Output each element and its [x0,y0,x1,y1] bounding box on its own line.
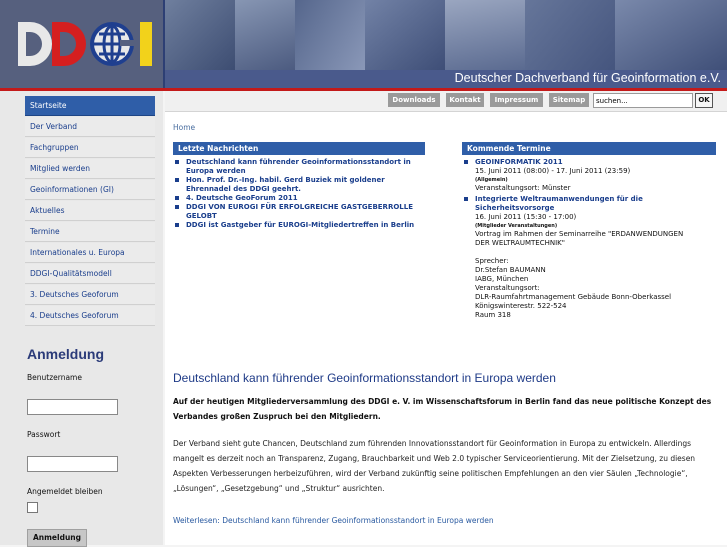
login-title: Anmeldung [27,346,104,362]
kontakt-button[interactable]: Kontakt [446,93,484,107]
news-item[interactable]: Deutschland kann führender Geoinformationsstandort in Europa werden [173,158,425,176]
event-room: Raum 318 [475,311,511,319]
event-description: DER WELTRAUMTECHNIK" [475,239,565,247]
sidebar-item-aktuelles[interactable]: Aktuelles [25,201,155,221]
news-item[interactable]: Hon. Prof. Dr.-Ing. habil. Gerd Buziek mit goldener Ehrennadel des DDGI geehrt. [173,176,425,194]
password-field[interactable] [27,456,118,472]
sidebar-item-qualitaetsmodell[interactable]: DDGI-Qualitätsmodell [25,264,155,284]
event-organisation: IABG, München [475,275,529,283]
event-date: 15. Juni 2011 (08:00) - 17. Juni 2011 (23:59) [475,167,631,175]
remember-label: Angemeldet bleiben [27,487,103,496]
event-venue-label: Veranstaltungsort: [475,284,540,292]
sidebar-item-der-verband[interactable]: Der Verband [25,117,155,137]
news-item[interactable]: 4. Deutsche GeoForum 2011 [173,194,425,203]
site-subtitle: Deutscher Dachverband für Geoinformation e.V. [454,71,721,85]
event-street: Königswinterestr. 522-524 [475,302,567,310]
password-label: Passwort [27,430,61,439]
event-date: 16. Juni 2011 (15:30 - 17:00) [475,213,577,221]
bullet-icon [464,160,468,164]
sidebar-item-3-geoforum[interactable]: 3. Deutsches Geoforum [25,285,155,305]
bullet-icon [175,223,179,227]
news-item[interactable]: DDGI VON EUROGI FÜR ERFOLGREICHE GASTGEBERROLLE GELOBT [173,203,425,221]
sidebar [0,91,163,545]
article-lead: Auf der heutigen Mitgliederversammlung des DDGI e. V. im Wissenschaftsforum in Berlin fand das neue politische Konzept des Verbandes großen Zuspruch bei den Mitgliedern. [173,397,712,421]
username-field[interactable] [27,399,118,415]
sidebar-item-fachgruppen[interactable]: Fachgruppen [25,138,155,158]
article-title[interactable]: Deutschland kann führender Geoinformationsstandort in Europa werden [173,371,556,385]
events-box-title: Kommende Termine [462,142,716,155]
impressum-button[interactable]: Impressum [490,93,543,107]
news-box-title: Letzte Nachrichten [173,142,425,155]
main-content [165,91,727,545]
event-title[interactable]: Integrierte Weltraumanwendungen für die Sicherheitsvorsorge [462,195,718,213]
sidebar-item-termine[interactable]: Termine [25,222,155,242]
remember-checkbox[interactable] [27,502,38,513]
header-photo-banner [165,0,727,70]
event-speaker-label: Sprecher: [475,257,509,265]
ddgi-logo[interactable] [0,0,163,88]
search-input[interactable] [593,93,693,108]
bullet-icon [464,197,468,201]
bullet-icon [175,205,179,209]
event-title[interactable]: GEOINFORMATIK 2011 [462,158,718,167]
bullet-icon [175,196,179,200]
top-toolbar [165,91,727,112]
events-list [462,158,718,320]
header [0,0,727,88]
sidebar-nav [25,96,155,327]
bullet-icon [175,178,179,182]
header-subtitle-bar [165,70,727,88]
event-location: Veranstaltungsort: Münster [475,184,571,192]
bullet-icon [175,160,179,164]
event-description: Vortrag im Rahmen der Seminarreihe "ERDANWENDUNGEN [475,230,684,238]
sidebar-item-mitglied-werden[interactable]: Mitglied werden [25,159,155,179]
search-ok-button[interactable]: OK [695,93,713,108]
event-category: (Mitglieder Veranstaltungen) [475,223,558,229]
event-venue: DLR-Raumfahrtmanagement Gebäude Bonn-Oberkassel [475,293,672,301]
article-body: Der Verband sieht gute Chancen, Deutschland zum führenden Innovationsstandort für Geoinformation in Europa zu entwickeln. Allerdings mangelt es derzeit noch an Transparenz, Zugang, Brauchbarkeit und Web 2.0 typischer Serviceorientierung. Mit der Zielsetzung, zu diesen Aspekten Verbesserungen herbeizuführen, wird der Verband zukünftig seine politischen Empfehlungen an den vier Säulen „Technologie“, „Lösungen“, „Gesetzgebung“ und „Struktur“ ausrichten. [173,439,696,493]
sidebar-item-startseite[interactable]: Startseite [25,96,155,116]
breadcrumb[interactable]: Home [173,123,196,132]
ddgi-logo-graphic [0,0,163,88]
sidebar-item-geoinformationen[interactable]: Geoinformationen (GI) [25,180,155,200]
sitemap-button[interactable]: Sitemap [549,93,589,107]
event-category: (Allgemein) [475,177,508,183]
sidebar-item-4-geoforum[interactable]: 4. Deutsches Geoforum [25,306,155,326]
news-list [173,158,425,230]
event-details [462,213,718,320]
login-button[interactable]: Anmeldung [27,529,87,547]
event-details [462,167,718,193]
downloads-button[interactable]: Downloads [388,93,440,107]
event-speaker: Dr.Stefan BAUMANN [475,266,546,274]
news-item[interactable]: DDGI ist Gastgeber für EUROGI-Mitgliedertreffen in Berlin [173,221,425,230]
sidebar-item-internationales[interactable]: Internationales u. Europa [25,243,155,263]
read-more-link[interactable]: Weiterlesen: Deutschland kann führender Geoinformationsstandort in Europa werden [173,516,494,525]
username-label: Benutzername [27,373,82,382]
